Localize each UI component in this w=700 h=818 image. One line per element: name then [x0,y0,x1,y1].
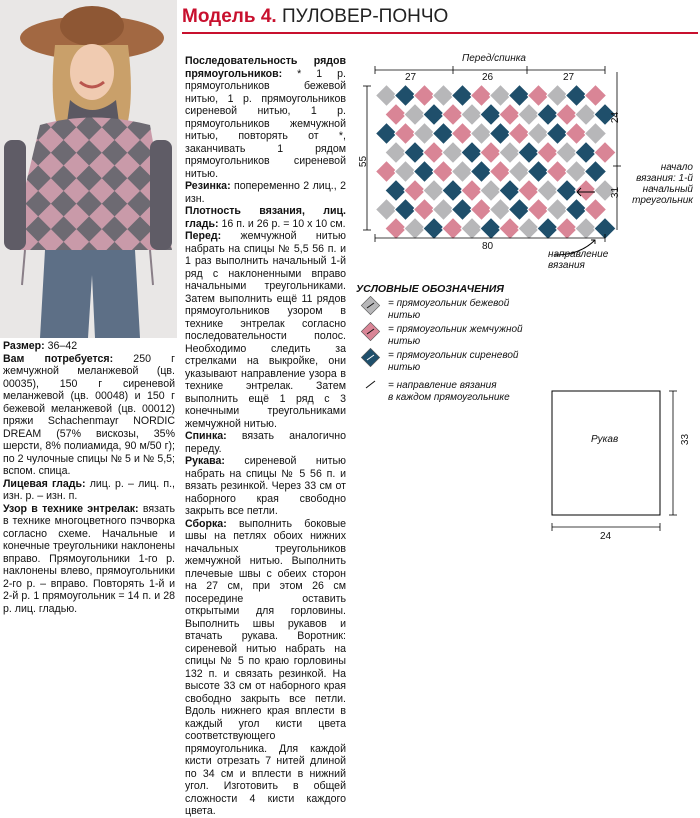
legend-pearl: = прямоугольник жемчужной нитью [388,324,523,347]
model-number: Модель 4 [182,6,272,27]
legend-title: УСЛОВНЫЕ ОБОЗНАЧЕНИЯ [356,283,504,295]
start-label: начало вязания: 1-й начальный треугольник [632,162,693,206]
entrelac-tile [585,161,607,183]
dim-mid: 26 [482,72,494,83]
sleeve-width: 24 [600,531,612,542]
legend-arrow-desc: = направление вязания в каждом прямоугольнике [388,380,510,403]
legend-swatches [360,296,384,406]
dim-height: 55 [358,155,370,168]
title-rule [182,32,698,34]
dim-left: 27 [405,72,417,83]
diagram-top-label: Перед/спинка [462,53,526,64]
diagram-tiles [376,85,617,240]
materials-column: Размер: 36–42 Вам потребуется: 250 г жемчужной меланжевой (цв. 00035), 150 г сиреневой меланжевой (цв. 00048) и 150 г бежевой меланжевой (цв. 00012) пряжи Schachenmayr NORDIC DREAM (57% вискозы, 35% шерсти, 8% полиамида, 90 м/50 г); по 2 чулочные спицы № 5 и № 5,5; вспом. спица. Лицевая гладь: лиц. р. – лиц. п., изн. р. – изн. п. Узор в технике энтрелак: вязать в технике многоцветного пэчворка согласно схеме. Начальные и конечные треугольники наклонены вправо. Прямоугольники 1-го р. наклонены влево, прямоугольники 2-го р. – вправо. Повторять 1-й и 2-й р. 1 прямоугольник = 14 п. и 28 р. лиц. гладью. [3,340,175,615]
entrelac-tile [585,85,607,107]
dim-width: 80 [482,241,494,252]
dim-right-upper: 24 [610,111,622,124]
sleeve-diagram [548,385,698,552]
sleeve-label: Рукав [591,434,619,445]
dim-right: 27 [563,72,575,83]
entrelac-tile [585,123,607,145]
model-photo [0,0,177,338]
sleeve-height: 33 [680,433,692,446]
legend-arrow [366,381,375,388]
entrelac-tile [585,199,607,221]
direction-label: направление вязания [548,249,609,271]
instructions-column: Последовательность рядов прямоугольников: * 1 р. прямоугольников бежевой нитью, 1 р. прямоугольников сиреневой нитью, 1 р. прямоугольников жемчужной нитью, повторять от *, заканчивать 1 рядом прямоугольников сиреневой нитью. Резинка: попеременно 2 лиц., 2 изн. Плотность вязания, лиц. гладь: 16 п. и 26 р. = 10 х 10 см. Перед: жемчужной нитью набрать на спицы № 5,5 56 п. и 1 раз выполнить начальный 1-й ряд с наклоненными вправо начальными треугольниками. Затем выполнить ещё 11 рядов прямоугольников узором в технике энтрелак согласно последовательности полос. Необходимо следить за стрелками на выкройке, они указывают направление узора в технике энтрелак. Затем выполнить ещё 1 ряд с 3 конечными треугольниками жемчужной нитью. Спинка: вязать аналогично переду. Рукава: сиреневой нитью набрать на спицы № 5 56 п. и вязать резинкой. Через 33 см от наборного края свободно закрыть все петли. Сборка: выполнить боковые швы на петлях обоих нижних начальных треугольников жемчужной нитью. Выполнить плечевые швы с обеих сторон на 27 см, при этом 26 см посередине оставить открытыми для горловины. Выполнить швы рукавов и втачать рукава. Воротник: сиреневой нитью набрать на спицы № 5 по краю горловины 132 п. и связать резинкой. На высоте 33 см от наборного края свободно закрыть все петли. Вдоль нижнего края вплести в каждый угол кисти цвета соответствующего прямоугольника. Для каждой кисти отрезать 7 нитей длиной по 34 см и вплести в нижний угол. Изготовить в общей сложности 4 кисти каждого цвета. [185,55,346,817]
model-name: ПУЛОВЕР-ПОНЧО [281,6,449,27]
legend-lilac: = прямоугольник сиреневой нитью [388,350,519,373]
dim-right-lower: 31 [610,186,622,199]
entrelac-tile [594,142,616,164]
page-title: Модель 4. ПУЛОВЕР-ПОНЧО [182,6,449,27]
legend-beige: = прямоугольник бежевой нитью [388,298,510,321]
